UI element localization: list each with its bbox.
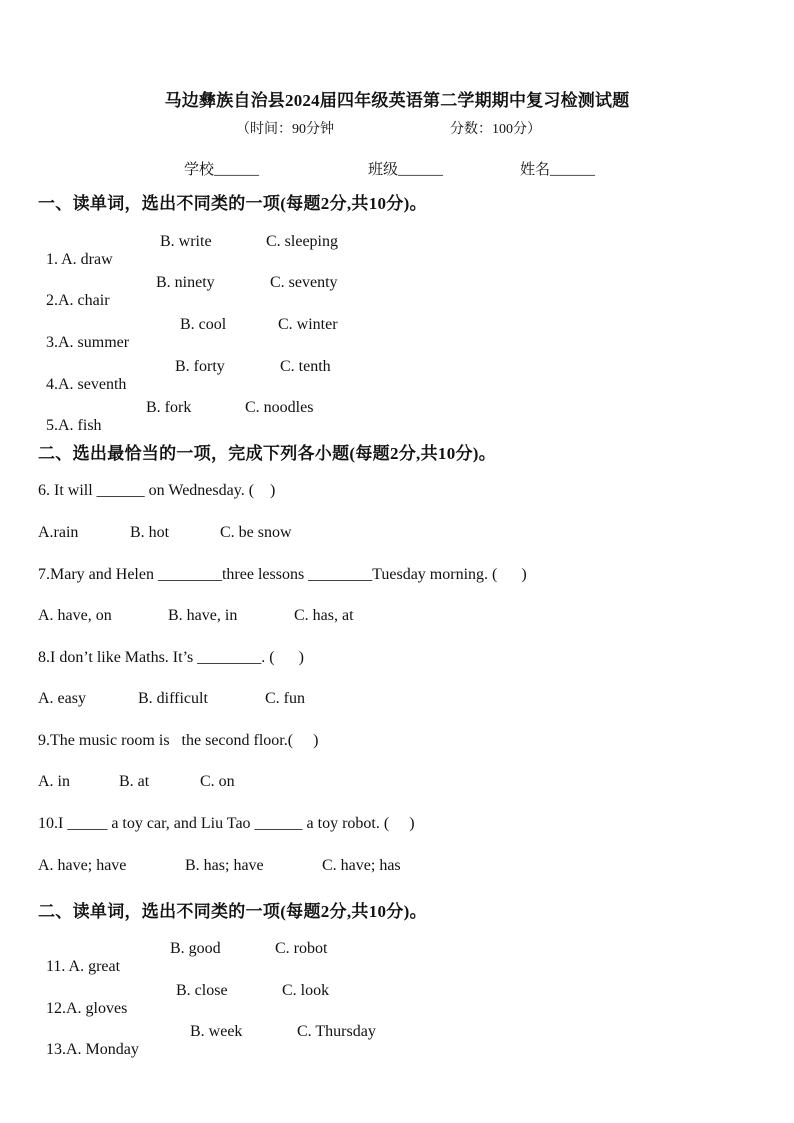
question-3-option-a[interactable]: 3.A. summer bbox=[46, 334, 130, 351]
question-2-option-a[interactable]: 2.A. chair bbox=[46, 292, 110, 309]
question-4-option-b[interactable]: B. forty bbox=[175, 358, 225, 375]
question-7-option-a[interactable]: A. have, on bbox=[38, 607, 112, 624]
question-5-option-b[interactable]: B. fork bbox=[146, 399, 192, 416]
question-11-option-a[interactable]: 11. A. great bbox=[46, 958, 121, 975]
question-7-option-c[interactable]: C. has, at bbox=[294, 607, 354, 624]
exam-time: （时间：90分钟 bbox=[236, 122, 334, 137]
question-8-option-b[interactable]: B. difficult bbox=[138, 690, 208, 707]
question-6-option-c[interactable]: C. be snow bbox=[220, 524, 292, 541]
question-11 bbox=[38, 940, 120, 976]
question-13 bbox=[38, 1023, 139, 1059]
question-4 bbox=[38, 358, 126, 394]
section-heading-1: 一、读单词，选出不同类的一项(每题2分,共10分)。 bbox=[38, 194, 427, 213]
question-12-option-c[interactable]: C. look bbox=[282, 982, 330, 999]
question-3-option-c[interactable]: C. winter bbox=[278, 316, 338, 333]
question-7-stem: 7.Mary and Helen ________three lessons ________Tuesday morning. ( ) bbox=[38, 566, 527, 583]
question-13-option-a[interactable]: 13.A. Monday bbox=[46, 1041, 139, 1058]
question-6-stem: 6. It will ______ on Wednesday. ( ) bbox=[38, 482, 276, 499]
question-12 bbox=[38, 982, 127, 1018]
question-9-option-b[interactable]: B. at bbox=[119, 773, 150, 790]
question-6-option-b[interactable]: B. hot bbox=[130, 524, 170, 541]
question-3 bbox=[38, 316, 129, 352]
question-11-option-c[interactable]: C. robot bbox=[275, 940, 328, 957]
question-10-option-a[interactable]: A. have; have bbox=[38, 857, 127, 874]
question-1-option-c[interactable]: C. sleeping bbox=[266, 233, 338, 250]
question-6-option-a[interactable]: A.rain bbox=[38, 524, 79, 541]
question-5 bbox=[38, 399, 102, 435]
question-10-stem: 10.I _____ a toy car, and Liu Tao ______ a toy robot. ( ) bbox=[38, 815, 415, 832]
exam-score: 分数：100分） bbox=[450, 122, 541, 137]
exam-title: 马边彝族自治县2024届四年级英语第二学期期中复习检测试题 bbox=[164, 91, 630, 110]
question-12-option-a[interactable]: 12.A. gloves bbox=[46, 1000, 128, 1017]
question-9-stem: 9.The music room is the second floor.( ) bbox=[38, 732, 319, 749]
question-13-option-c[interactable]: C. Thursday bbox=[297, 1023, 376, 1040]
question-12-option-b[interactable]: B. close bbox=[176, 982, 228, 999]
question-9-option-c[interactable]: C. on bbox=[200, 773, 235, 790]
question-2-option-c[interactable]: C. seventy bbox=[270, 274, 338, 291]
question-1-option-b[interactable]: B. write bbox=[160, 233, 212, 250]
question-4-option-a[interactable]: 4.A. seventh bbox=[46, 376, 127, 393]
question-5-option-a[interactable]: 5.A. fish bbox=[46, 417, 102, 434]
question-1-option-a[interactable]: 1. A. draw bbox=[46, 251, 113, 268]
question-5-option-c[interactable]: C. noodles bbox=[245, 399, 314, 416]
question-13-option-b[interactable]: B. week bbox=[190, 1023, 243, 1040]
question-7-option-b[interactable]: B. have, in bbox=[168, 607, 238, 624]
question-8-option-c[interactable]: C. fun bbox=[265, 690, 305, 707]
question-11-option-b[interactable]: B. good bbox=[170, 940, 221, 957]
question-9-option-a[interactable]: A. in bbox=[38, 773, 70, 790]
section-heading-3: 二、读单词，选出不同类的一项(每题2分,共10分)。 bbox=[38, 902, 427, 921]
question-2-option-b[interactable]: B. ninety bbox=[156, 274, 215, 291]
school-field[interactable]: 学校______ bbox=[184, 162, 260, 178]
question-8-option-a[interactable]: A. easy bbox=[38, 690, 86, 707]
section-heading-2: 二、选出最恰当的一项，完成下列各小题(每题2分,共10分)。 bbox=[38, 444, 497, 463]
question-10-option-c[interactable]: C. have; has bbox=[322, 857, 401, 874]
question-2 bbox=[38, 274, 110, 310]
class-field[interactable]: 班级______ bbox=[368, 162, 444, 178]
name-field[interactable]: 姓名______ bbox=[520, 162, 596, 178]
question-1 bbox=[38, 233, 113, 269]
question-8-stem: 8.I don’t like Maths. It’s ________. ( ) bbox=[38, 649, 304, 666]
question-3-option-b[interactable]: B. cool bbox=[180, 316, 227, 333]
question-10-option-b[interactable]: B. has; have bbox=[185, 857, 264, 874]
question-4-option-c[interactable]: C. tenth bbox=[280, 358, 331, 375]
